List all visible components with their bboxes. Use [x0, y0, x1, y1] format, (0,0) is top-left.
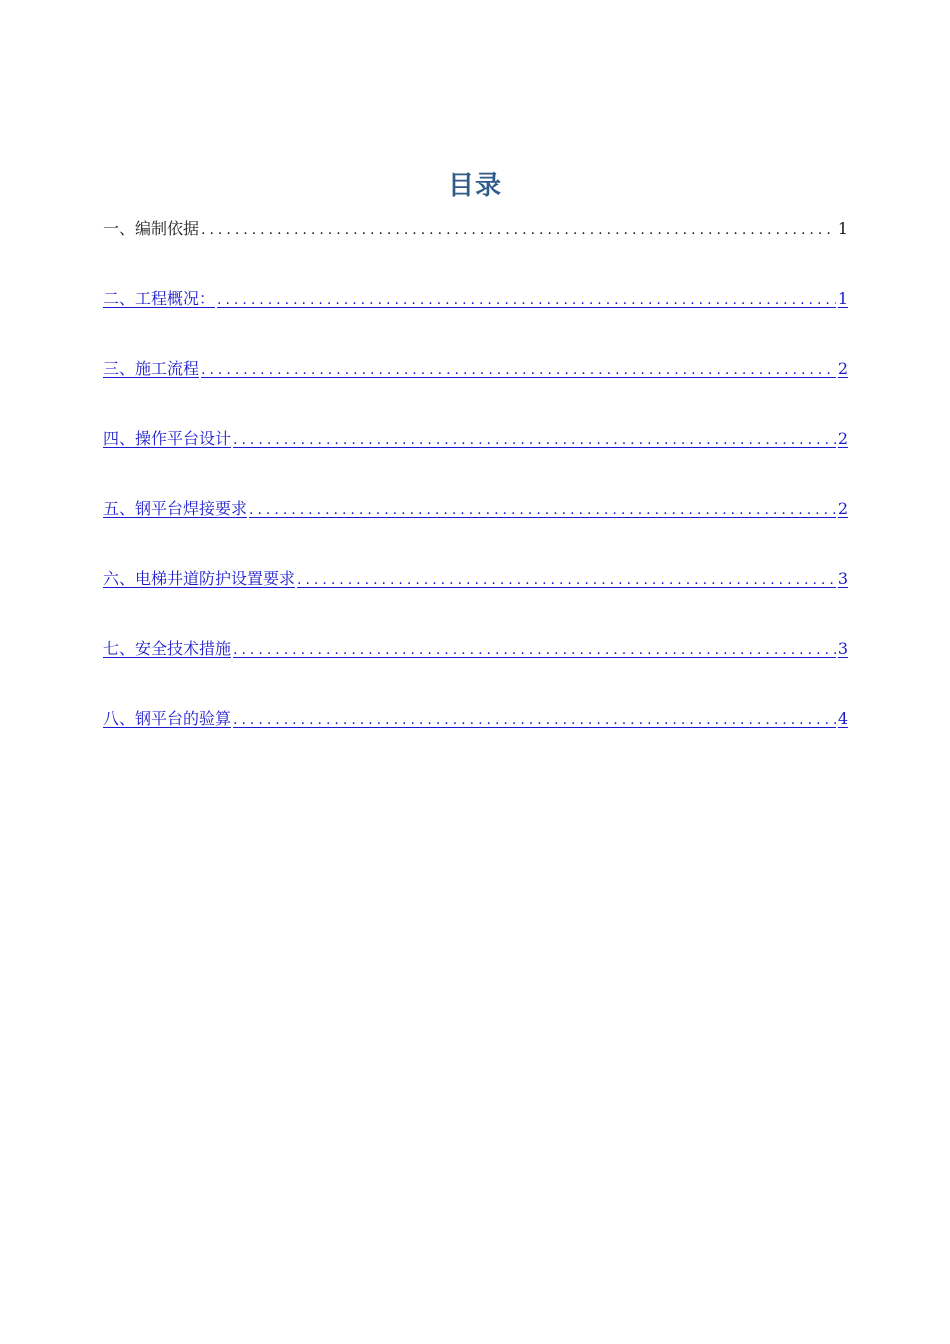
toc-dot-leader — [297, 566, 836, 594]
toc-entry-label: 二、工程概况： — [103, 289, 216, 308]
toc-dot-leader — [233, 636, 836, 664]
toc-entry-label: 五、钢平台焊接要求 — [103, 499, 248, 518]
toc-entry-7[interactable] — [103, 635, 848, 705]
toc-dot-leader — [201, 216, 836, 244]
toc-page-number: 2 — [837, 499, 848, 518]
toc-dot-leader — [233, 426, 836, 454]
toc-entry-5[interactable] — [103, 495, 848, 565]
toc-page-number: 3 — [837, 569, 848, 588]
toc-page-number: 2 — [837, 429, 848, 448]
toc-entry-label: 七、安全技术措施 — [103, 639, 232, 658]
toc-page-number: 2 — [837, 359, 848, 378]
toc-entry-label: 六、电梯井道防护设置要求 — [103, 569, 296, 588]
toc-dot-leader — [201, 356, 836, 384]
toc-page-number: 4 — [837, 709, 848, 728]
toc-entry-6[interactable] — [103, 565, 848, 635]
toc-title: 目录 — [447, 171, 502, 201]
toc-page-number: 3 — [837, 639, 848, 658]
toc-entry-label: 一、编制依据 — [103, 219, 200, 238]
toc-page-number: 1 — [837, 289, 848, 308]
toc-entry-label: 四、操作平台设计 — [103, 429, 232, 448]
toc-entry-4[interactable] — [103, 425, 848, 495]
toc-entry-3[interactable] — [103, 355, 848, 425]
toc-entry-label: 三、施工流程 — [103, 359, 200, 378]
toc-entry-2[interactable] — [103, 285, 848, 355]
toc-entry-8[interactable] — [103, 705, 848, 775]
toc-dot-leader — [249, 496, 836, 524]
toc-page-number: 1 — [837, 219, 848, 238]
table-of-contents — [103, 215, 848, 775]
toc-entry-1[interactable] — [103, 215, 848, 285]
toc-dot-leader — [233, 706, 836, 734]
toc-dot-leader — [217, 286, 836, 314]
toc-entry-label: 八、钢平台的验算 — [103, 709, 232, 728]
